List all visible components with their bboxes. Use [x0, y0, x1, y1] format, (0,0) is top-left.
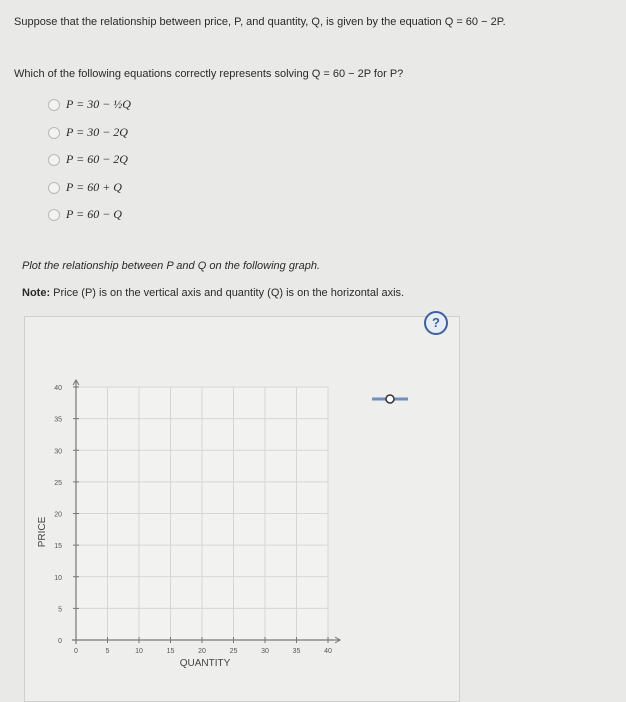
y-tick-label: 40: [54, 385, 62, 392]
plot-instruction: Plot the relationship between P and Q on the following graph.: [22, 260, 321, 272]
y-tick-label: 10: [54, 574, 62, 582]
question-intro: Suppose that the relationship between price, P, and quantity, Q, is given by the equation Q = 60 − 2P.: [14, 16, 506, 28]
note-label: Note:: [22, 287, 51, 299]
option-label: P = 30 − ½Q: [66, 97, 131, 111]
x-tick-label: 30: [261, 648, 269, 655]
x-tick-label: 0: [74, 648, 78, 655]
note-text: Price (P) is on the vertical axis and quantity (Q) is on the horizontal axis.: [53, 287, 405, 299]
x-tick-label: 25: [229, 648, 238, 655]
question-prompt: Which of the following equations correctly represents solving Q = 60 − 2P for P?: [14, 68, 404, 80]
y-tick-label: 25: [54, 479, 62, 487]
x-tick-label: 10: [135, 648, 143, 655]
x-tick-label: 15: [166, 648, 175, 655]
y-tick-label: 20: [54, 511, 62, 519]
y-tick-label: 0: [58, 638, 62, 645]
option-label: P = 60 − Q: [66, 207, 122, 221]
option-label: P = 30 − 2Q: [66, 125, 128, 139]
x-tick-label: 40: [324, 648, 332, 655]
y-tick-label: 5: [58, 606, 62, 614]
x-tick-label: 5: [105, 648, 110, 655]
line-drawing-tool-icon[interactable]: [372, 395, 408, 403]
y-axis-label: PRICE: [37, 516, 48, 548]
x-tick-label: 20: [198, 648, 206, 655]
y-tick-label: 30: [54, 448, 62, 456]
grid: [76, 387, 328, 640]
option-label: P = 60 − 2Q: [66, 152, 128, 166]
x-axis-label: QUANTITY: [179, 658, 231, 669]
help-button[interactable]: ?: [424, 311, 448, 335]
x-tick-label: 35: [292, 648, 301, 655]
y-tick-label: 15: [54, 543, 62, 551]
y-tick-label: 35: [54, 416, 62, 424]
option-label: P = 60 + Q: [66, 180, 122, 194]
